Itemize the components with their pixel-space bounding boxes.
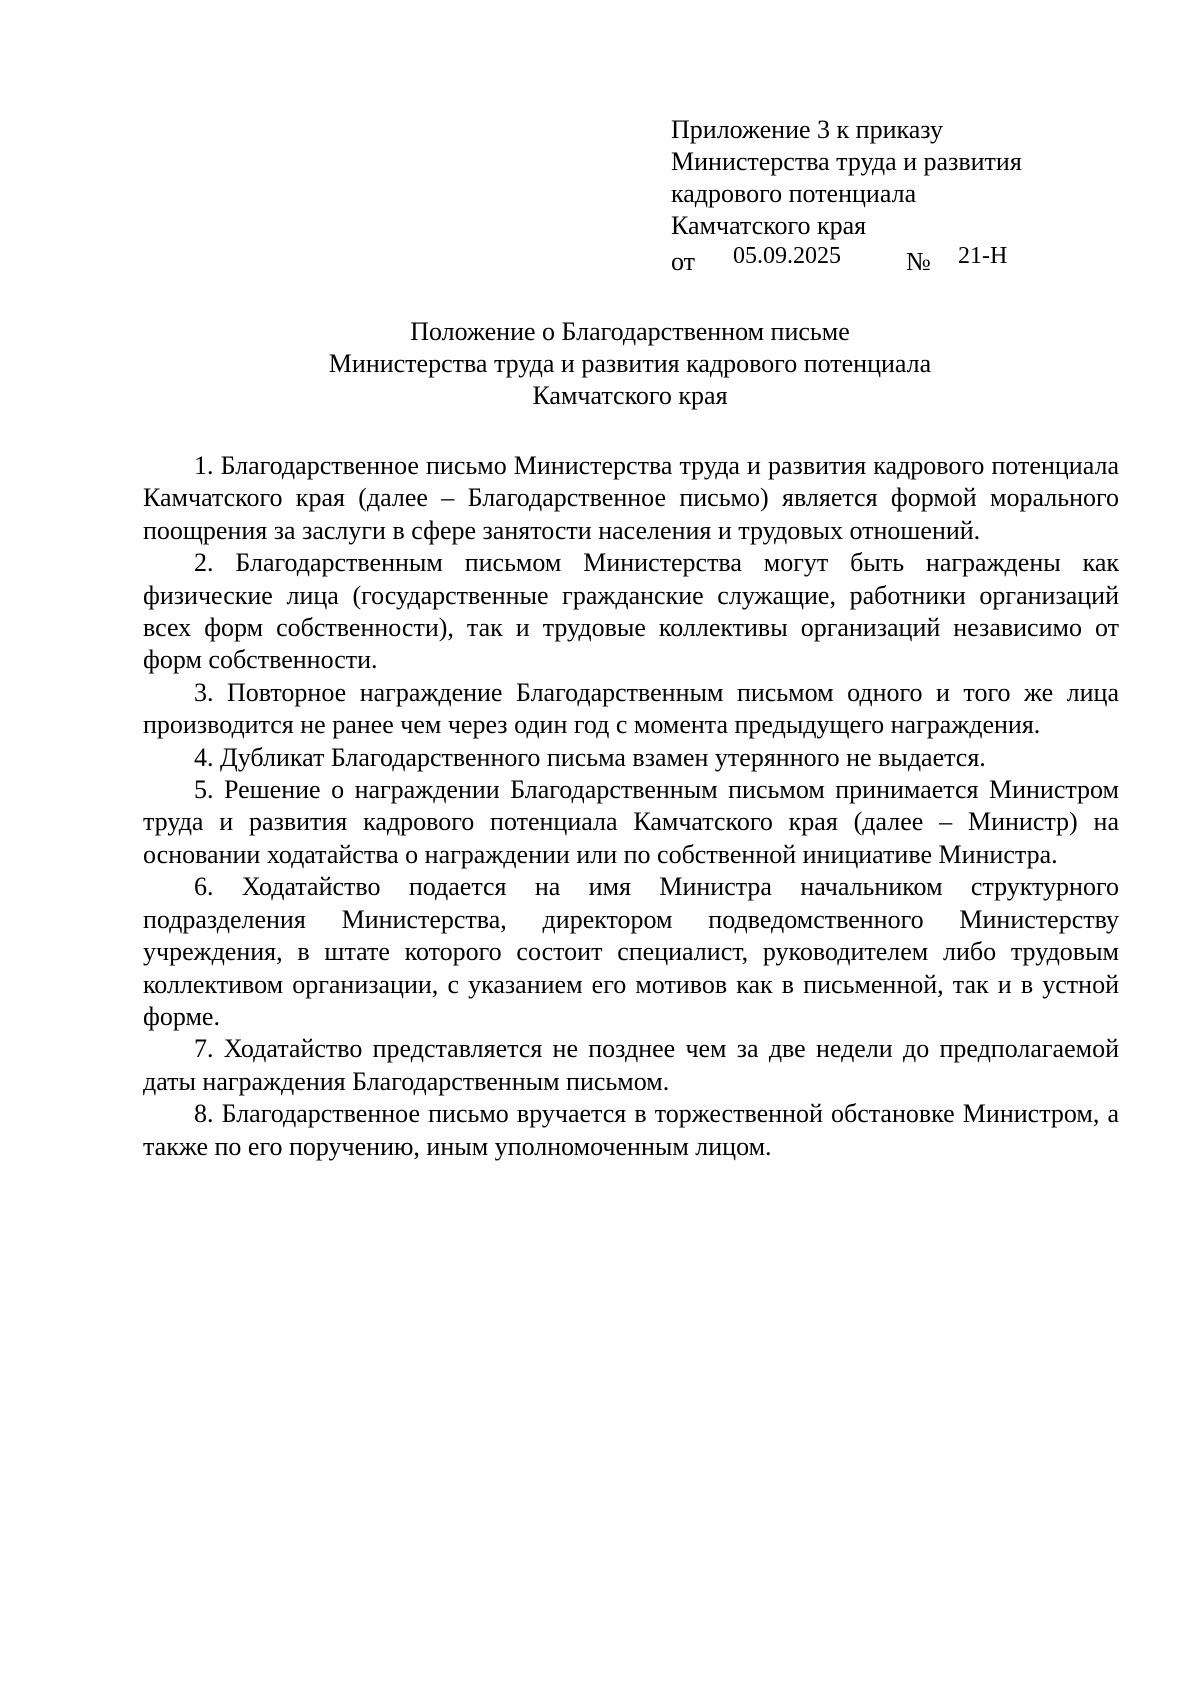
paragraph-1: 1. Благодарственное письмо Министерства труда и развития кадрового потенциала Камчатского края (далее – Благодарственное письмо) является формой морального поощрения за заслуги в сфере занятости населения и трудовых отношений. [143,451,1119,545]
title-line: Министерства труда и развития кадрового потенциала [328,349,932,378]
order-from-label: от [671,247,696,276]
document-body [143,450,1119,1163]
paragraph-7: 7. Ходатайство представляется не позднее чем за две недели до предполагаемой даты награждения Благодарственным письмом. [143,1034,1119,1096]
paragraph-5: 5. Решение о награждении Благодарственным письмом принимается Министром труда и развития кадрового потенциала Камчатского края (далее – Министр) на основании ходатайства о награждении или по собственной инициативе Министра. [143,775,1119,869]
document-title [140,316,1120,412]
paragraph-8: 8. Благодарственное письмо вручается в торжественной обстановке Министром, а также по его поручению, иным уполномоченным лицом. [143,1099,1119,1161]
order-number: 21-Н [958,243,1008,269]
order-reference [671,242,1131,278]
appendix-header [671,114,1131,278]
appendix-line: Приложение 3 к приказу [671,115,944,144]
paragraph-2: 2. Благодарственным письмом Министерства могут быть награждены как физические лица (государственные гражданские служащие, работники организаций всех форм собственности), так и трудовые коллективы организаций независимо от форм собственности. [143,548,1119,675]
paragraph-6: 6. Ходатайство подается на имя Министра начальником структурного подразделения Министерства, директором подведомственного Министерству учреждения, в штате которого состоит специалист, руководителем либо трудовым коллективом организации, с указанием его мотивов как в письменной, так и в устной форме. [143,872,1119,1031]
appendix-line: кадрового потенциала [671,179,917,208]
order-number-sign: № [906,247,931,276]
order-date: 05.09.2025 [733,243,841,269]
appendix-line: Министерства труда и развития [671,147,1022,176]
paragraph-4: 4. Дубликат Благодарственного письма взамен утерянного не выдается. [194,742,986,772]
title-line: Положение о Благодарственном письме [410,317,850,346]
paragraph-3: 3. Повторное награждение Благодарственным письмом одного и того же лица производится не ранее чем через один год с момента предыдущего награждения. [143,677,1119,740]
appendix-line: Камчатского края [671,211,867,240]
title-line: Камчатского края [532,381,728,410]
